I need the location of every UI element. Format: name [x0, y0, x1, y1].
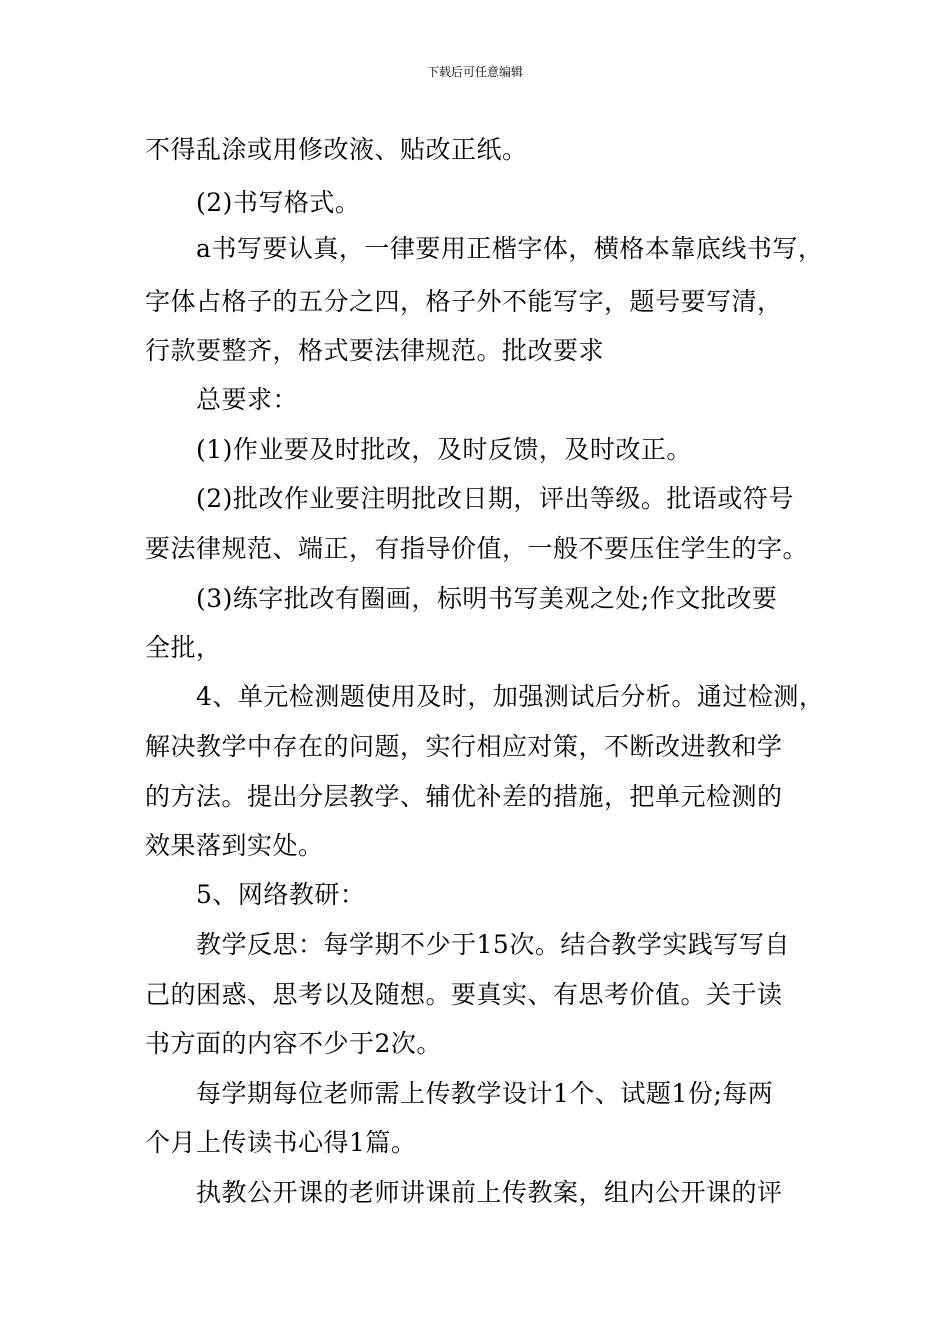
text-line: 的方法。提出分层教学、辅优补差的措施，把单元检测的 — [145, 782, 783, 811]
text-line: (3)练字批改有圈画，标明书写美观之处;作文批改要 — [196, 584, 778, 613]
text-line: 每学期每位老师需上传教学设计1个、试题1份;每两 — [196, 1079, 774, 1108]
text-line: (2)批改作业要注明批改日期，评出等级。批语或符号 — [196, 484, 794, 513]
text-line: 书方面的内容不少于2次。 — [145, 1029, 442, 1058]
text-line: 效果落到实处。 — [145, 831, 324, 860]
page-header: 下载后可任意编辑 — [426, 65, 523, 79]
text-line: 教学反思：每学期不少于15次。结合教学实践写写自 — [196, 930, 790, 959]
text-line: 己的困惑、思考以及随想。要真实、有思考价值。关于读 — [145, 980, 783, 1009]
text-line: 字体占格子的五分之四，格子外不能写字，题号要写清， — [145, 287, 783, 316]
text-line: 全批， — [145, 633, 222, 662]
text-line: 不得乱涂或用修改液、贴改正纸。 — [145, 135, 528, 164]
text-line: 4、单元检测题使用及时，加强测试后分析。通过检测， — [196, 682, 825, 711]
text-line: (2)书写格式。 — [196, 188, 361, 217]
text-line: 个月上传读书心得1篇。 — [145, 1128, 417, 1157]
text-line: 要法律规范、端正，有指导价值，一般不要压住学生的字。 — [145, 534, 809, 563]
text-line: (1)作业要及时批改，及时反馈，及时改正。 — [196, 435, 692, 464]
text-line: a书写要认真，一律要用正楷字体，横格本靠底线书写， — [196, 234, 824, 263]
text-line: 5、网络教研： — [196, 880, 366, 909]
text-line: 总要求： — [196, 385, 299, 414]
text-line: 执教公开课的老师讲课前上传教案，组内公开课的评 — [196, 1178, 783, 1207]
text-line: 解决教学中存在的问题，实行相应对策，不断改进教和学 — [145, 732, 783, 761]
text-line: 行款要整齐，格式要法律规范。批改要求 — [145, 336, 605, 365]
